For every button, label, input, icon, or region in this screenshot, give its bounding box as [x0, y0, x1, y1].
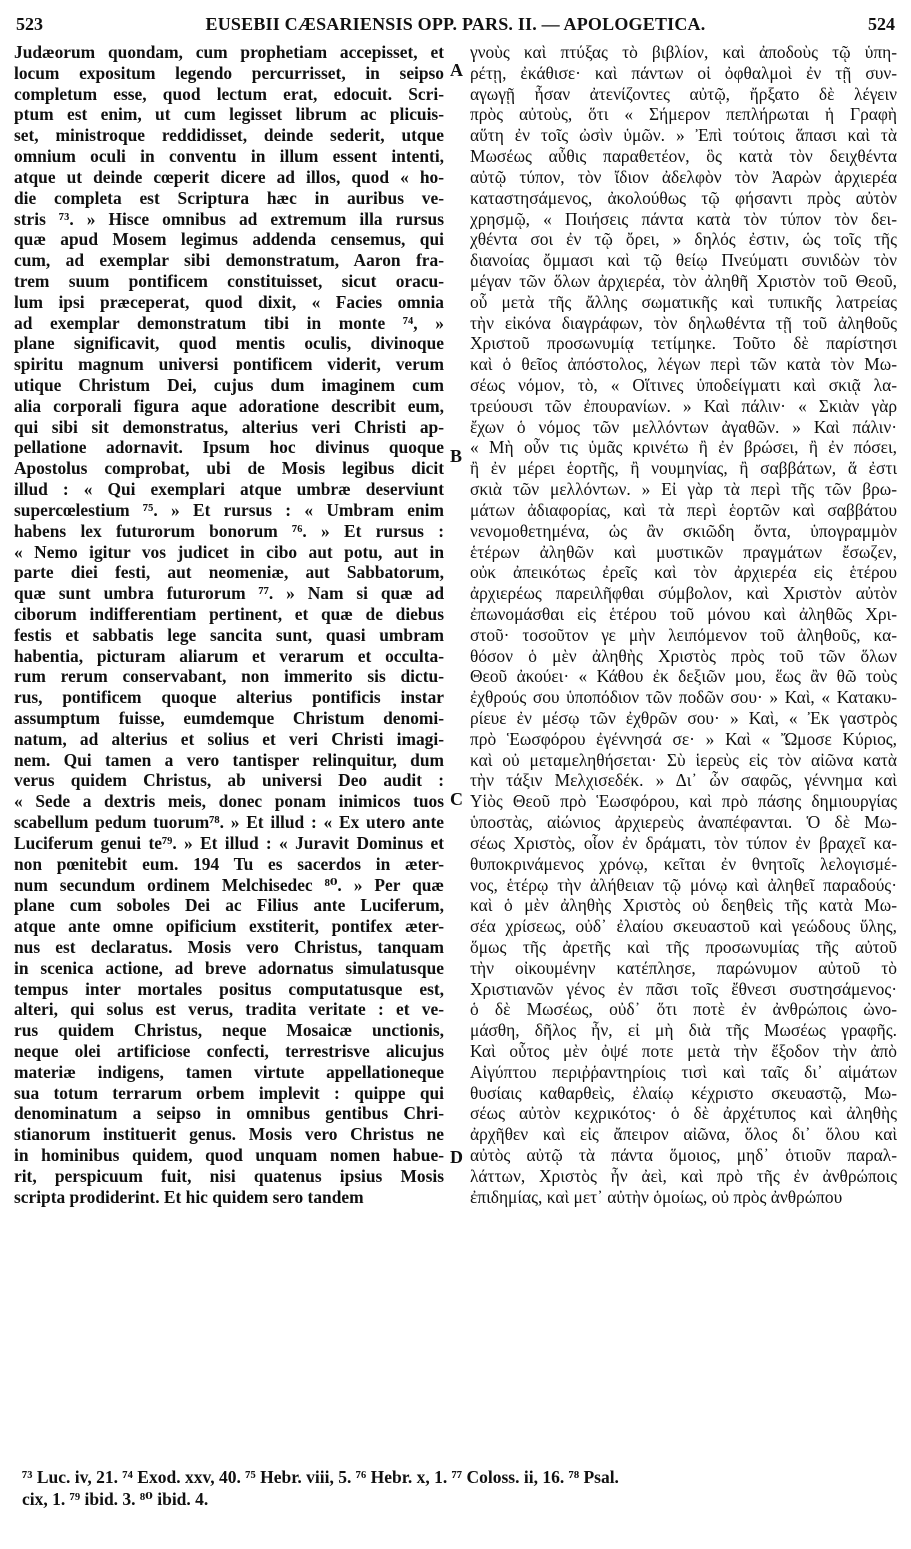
latin-text-line: alia corporali figura aque adoratione describit eum,	[14, 395, 444, 416]
greek-text-line: ἐπωνομάσθαι εἰς ἑτέρου τοῦ μόνου καὶ ἀληθῶς Χρι-	[470, 603, 897, 624]
greek-text-line: Θεοῦ ἀκούει· « Κάθου ἐκ δεξιῶν μου, ἕως ἂν θῶ τοὺς	[470, 666, 897, 687]
greek-text-line: λάττων, Χριστὸς ἦν ἀεὶ, καὶ πρὸ τῆς ἐν ἀνθρώποις	[470, 1165, 897, 1186]
greek-text-line: Υἱὸς Θεοῦ πρὸ Ἑωσφόρου, καὶ πρὸ πάσης δημιουργίας	[470, 791, 897, 812]
greek-text-line: αὐτὸς αὐτῷ τὰ πάντα ὅμοιος, μηδ᾽ ὁτιοῦν παραλ-	[470, 1145, 897, 1166]
greek-text-line: γνοὺς καὶ πτύξας τὸ βιβλίον, καὶ ἀποδοὺς τῷ ὑπη-	[470, 42, 897, 62]
greek-text-line: τὴν οἰκουμένην κατέπλησε, παρώνυμον αὐτοῦ τὸ	[470, 957, 897, 978]
margin-gutter	[444, 42, 470, 1208]
latin-text-line: stianorum instituerit genus. Mosis vero Christus ne	[14, 1124, 444, 1145]
latin-text-line: quæ sunt umbra futurorum ⁷⁷. » Nam si quæ ad	[14, 583, 444, 604]
latin-text-line: neque olei artificiose confecti, terrestrisve alicujus	[14, 1041, 444, 1061]
latin-text-line: assumptum fuisse, eumdemque Christum denomi-	[14, 708, 444, 728]
running-title: EUSEBII CÆSARIENSIS OPP. PARS. II. — APOLOGETICA.	[205, 14, 706, 34]
latin-text-line: lum ipsi præceperat, quod dixit, « Facies omnia	[14, 291, 444, 312]
greek-text-line: πρὸ Ἑωσφόρου ἐγέννησά σε· » Καὶ « Ὤμοσε Κύριος,	[470, 728, 897, 749]
latin-text-line: atque ante omne opificium exstiterit, pontifex æter-	[14, 916, 444, 937]
latin-text-line: habens lex futurorum bonorum ⁷⁶. » Et rursus :	[14, 520, 444, 541]
latin-text-line: supercœlestium ⁷⁵. » Et rursus : « Umbram enim	[14, 499, 444, 520]
latin-text-line: rus quidem Christus, neque Mosaicæ unctionis,	[14, 1020, 444, 1041]
greek-text-line: ὑποστὰς, αἰώνιος ἀρχιερεὺς ἀναπέφανται. Ὁ δὲ Μω-	[470, 812, 897, 833]
greek-text-line: σέως νόμον, τὸ, « Οἵτινες ὑποδείγματι καὶ σκιᾷ λα-	[470, 375, 897, 395]
greek-text-line: μάσθη, δῆλος ἦν, εἰ μὴ διὰ τῆς Μωσέως γραφῆς.	[470, 1020, 897, 1041]
greek-text-line: τρεύουσι τῶν ἐπουρανίων. » Καὶ πάλιν· « Σκιὰν γὰρ	[470, 395, 897, 416]
greek-text-line: « Μὴ οὖν τις ὑμᾶς κρινέτω ἢ ἐν βρώσει, ἢ ἐν πόσει,	[470, 437, 897, 458]
greek-text-line: νενομοθετημένα, ὡς ἂν σκιῶδη ὄντα, ὑπογραμμὸν	[470, 520, 897, 541]
text-columns	[14, 42, 897, 1208]
latin-text-line: pellatione adornavit. Ipsum hoc divinus quoque	[14, 437, 444, 458]
greek-text-line: ἑτέρων ἀληθῶν καὶ μυστικῶν πραγμάτων ἔσωζεν,	[470, 541, 897, 562]
latin-text-line: spiritu magnum universi pontificem viderit, verum	[14, 354, 444, 375]
greek-text-line: σέως Χριστὸς, οἷον ἐν δράματι, τὸν τύπον ἐν βραχεῖ κα-	[470, 832, 897, 853]
latin-text-line: sua totum terrarum orbem implevit : quippe qui	[14, 1082, 444, 1103]
latin-text-line: ad exemplar demonstratum tibi in monte ⁷⁴, »	[14, 312, 444, 333]
latin-text-line: rit, perspicuum fuit, nisi quatenus ipsius Mosis	[14, 1165, 444, 1186]
latin-text-line: non pœnitebit eum. 194 Tu es sacerdos in æter-	[14, 853, 444, 874]
greek-text-line: μάτων ἀδιαφορίας, καὶ τὰ περὶ ἑορτῶν καὶ σαββάτου	[470, 499, 897, 520]
greek-text-line: σκιὰ τῶν μελλόντων. » Εἰ γὰρ τὰ περὶ τῆς τῶν βρω-	[470, 479, 897, 500]
latin-text-line: completum esse, quod lectum erat, edocuit. Scri-	[14, 83, 444, 104]
latin-text-line: num secundum ordinem Melchisedec ⁸⁰. » Per quæ	[14, 874, 444, 895]
greek-text-line: θόσον ὁ μὲν ἀληθὴς Χριστὸς πρὸς τοῦ τῶν ὅλων	[470, 645, 897, 666]
latin-text-line: denominatum a seipso in omnibus gentibus Chri-	[14, 1103, 444, 1124]
latin-text-line: quæ apud Mosem legimus addenda censemus, qui	[14, 229, 444, 250]
margin-marker-d: D	[450, 1147, 463, 1167]
latin-text-line: tempus inter mortales positus computatusque est,	[14, 978, 444, 999]
latin-text-line: habentia, picturam aliarum et verarum et occulta-	[14, 645, 444, 666]
greek-text-line: διανοίας ὄμμασι καὶ τῷ θείῳ Πνεύματι συνιδὼν τὸν	[470, 250, 897, 271]
latin-text-line: rus, pontificem quoque alterius pontificis instar	[14, 687, 444, 708]
greek-text-line: σέως αὐτὸν κεχρικότος· ὁ δὲ ἀρχέτυπος καὶ ἀληθὴς	[470, 1103, 897, 1124]
running-header	[14, 14, 897, 38]
footnotes	[22, 1466, 902, 1510]
latin-text-line: Judæorum quondam, cum prophetiam accepisset, et	[14, 42, 444, 62]
greek-text-line: καὶ οὐ μεταμεληθήσεται· Σὺ ἱερεὺς εἰς τὸν αἰῶνα κατὰ	[470, 749, 897, 770]
latin-text-line: festis et sabbatis lege sancita sunt, quasi umbram	[14, 624, 444, 645]
latin-text-line: in scenica actione, ad breve adornatus simulatusque	[14, 957, 444, 978]
greek-text-line: Μωσέως αὖθις παραθετέον, ὃς κατὰ τὸν δειχθέντα	[470, 146, 897, 167]
latin-text-line: « Sede a dextris meis, donec ponam inimicos tuos	[14, 791, 444, 812]
latin-text-line: in hominibus quidem, quod unquam nomen habue-	[14, 1145, 444, 1166]
latin-text-line: Apostolus comprobat, ubi de Mosis legibus dicit	[14, 458, 444, 479]
greek-text-line: ἀρχῆθεν καὶ εἰς ἄπειρον αἰῶνα, ὅλος δι᾽ ὅλου καὶ	[470, 1124, 897, 1145]
greek-column	[470, 42, 897, 1208]
footnote-line: cix, 1. ⁷⁹ ibid. 3. ⁸⁰ ibid. 4.	[22, 1489, 209, 1509]
greek-text-line: Αἰγύπτου περιῤῥαντηρίοις τισὶ καὶ ταῖς δι᾽ αἱμάτων	[470, 1061, 897, 1082]
greek-text-line: αὕτη ἐν τοῖς ὠσὶν ὑμῶν. » Ἐπὶ τούτοις ἅπασι καὶ τὰ	[470, 125, 897, 146]
latin-text-line: atque ut deinde cœperit dicere ad illos, quod « ho-	[14, 166, 444, 187]
greek-text-line: ἀρχιερέως παρειλῆφθαι σύμβολον, καὶ Χριστὸν αὐτὸν	[470, 583, 897, 604]
greek-text-line: θυσίαις καθαρθεὶς, ἐλαίῳ κέχριστο σκευαστῷ, Μω-	[470, 1082, 897, 1103]
greek-text-line: πρὸς αὐτοὺς, ὅτι « Σήμερον πεπλήρωται ἡ Γραφὴ	[470, 104, 897, 125]
latin-text-line: « Nemo igitur vos judicet in cibo aut potu, aut in	[14, 541, 444, 562]
page-number-left: 523	[16, 14, 43, 34]
latin-text-line: illud : « Qui exemplari atque umbræ deserviunt	[14, 479, 444, 500]
latin-text-line: rum rerum conservabant, non immerito sis dictu-	[14, 666, 444, 687]
greek-text-line: αὐτῷ τύπον, τὸν ἴδιον ἀδελφὸν τὸν Ἀαρὼν ἀρχιερέα	[470, 166, 897, 187]
greek-text-line: ἐχθρούς σου ὑποπόδιον τῶν ποδῶν σου· » Καὶ, « Κατακυ-	[470, 687, 897, 708]
latin-text-line: plane cum soboles Dei ac Filius ante Luciferum,	[14, 895, 444, 916]
greek-text-line: μέγαν τῶν ὅλων ἀρχιερέα, τὸν ἀληθῆ Χριστὸν τοῦ Θεοῦ,	[470, 270, 897, 291]
greek-text-line: καὶ ὁ μὲν ἀληθὴς Χριστὸς οὐ δεηθεὶς τῆς κατὰ Μω-	[470, 895, 897, 916]
latin-text-line: utique Christum Dei, cujus dum imaginem cum	[14, 375, 444, 395]
page-number-right: 524	[868, 14, 895, 34]
greek-text-line: ἔχων ὁ νόμος τῶν μελλόντων ἀγαθῶν. » Καὶ πάλιν·	[470, 416, 897, 437]
latin-text-line: stris ⁷³. » Hisce omnibus ad extremum illa rursus	[14, 208, 444, 229]
greek-text-line: χθέντα σοι ἐν τῷ ὄρει, » δηλός ἐστιν, ὡς τοῖς τῆς	[470, 229, 897, 250]
greek-text-line: αγωγῇ ἦσαν ἀτενίζοντες αὐτῷ, ἤρξατο δὲ λέγειν	[470, 83, 897, 104]
greek-text-line: Χριστιανῶν γένος ἐν πᾶσι τοῖς ἔθνεσι συστησάμενος·	[470, 978, 897, 999]
latin-text-line: scabellum pedum tuorum⁷⁸. » Et illud : « Ex utero ante	[14, 812, 444, 833]
greek-text-line: οὗ μετὰ τῆς ἄλλης σωματικῆς καὶ τυπικῆς λατρείας	[470, 291, 897, 312]
latin-text-line: natum, ad alterius et solius et veri Christi imagi-	[14, 728, 444, 749]
greek-text-line: σέα χρίσεως, οὐδ᾽ ἐλαίου σκευαστοῦ καὶ γεώδους ὕλης,	[470, 916, 897, 937]
latin-text-line: verus quidem Christus, ab universi Deo audit :	[14, 770, 444, 791]
margin-marker-c: C	[450, 789, 463, 809]
greek-text-line: στοῦ· τοσοῦτον γε μὴν λειπόμενον τοῦ ἀληθοῦς, κα-	[470, 624, 897, 645]
greek-text-line: νος, ἑτέρῳ τὴν ἀλήθειαν τῷ μόνῳ καὶ ἀληθεῖ παραδούς·	[470, 874, 897, 895]
latin-text-line: ciborum indifferentiam pertinent, et quæ de diebus	[14, 603, 444, 624]
greek-text-line: καὶ ὁ θεῖος ἀπόστολος, λέγων περὶ τῶν κατὰ τὸν Μω-	[470, 354, 897, 375]
greek-text-line: Χριστοῦ προσωνυμίᾳ τετίμηκε. Τοῦτο δὲ παρίστησι	[470, 333, 897, 354]
greek-text-line: ρίευε ἐν μέσῳ τῶν ἐχθρῶν σου· » Καὶ, « Ἐκ γαστρὸς	[470, 708, 897, 728]
latin-text-line: omnium oculi in conventu in illum essent intenti,	[14, 146, 444, 167]
latin-text-line: nus est declaratus. Mosis vero Christus, tanquam	[14, 936, 444, 957]
margin-marker-b: B	[450, 446, 463, 466]
greek-text-line: ἐπιδημίας, καὶ μετ᾽ αὐτὴν ὁμοίως, οὐ πρὸς ἀνθρώπου	[470, 1186, 843, 1207]
latin-text-line: Luciferum genui te⁷⁹. » Et illud : « Juravit Dominus et	[14, 832, 444, 853]
latin-text-line: die completa est Scriptura hæc in auribus ve-	[14, 187, 444, 208]
latin-text-line: trem suum pontificem constituisset, sicut oracu-	[14, 270, 444, 291]
greek-text-line: χρησμῷ, « Ποιήσεις πάντα κατὰ τὸν τύπον τὸν δει-	[470, 208, 897, 229]
latin-text-line: alteri, qui solus est verus, tradita veritate : et ve-	[14, 999, 444, 1020]
greek-text-line: τὴν τάξιν Μελχισεδέκ. » Δι᾽ ὧν σαφῶς, γέννημα καὶ	[470, 770, 897, 791]
latin-text-line: ptum est enim, ut cum legisset librum ac plicuis-	[14, 104, 444, 125]
latin-text-line: nem. Qui tamen a vero tantisper relinquitur, dum	[14, 749, 444, 770]
footnote-line: ⁷³ Luc. iv, 21. ⁷⁴ Exod. xxv, 40. ⁷⁵ Hebr. viii, 5. ⁷⁶ Hebr. x, 1. ⁷⁷ Coloss. ii, 16. ⁷⁸ Psal.	[22, 1467, 619, 1487]
latin-text-line: cum, ad exemplar sibi demonstratum, Aaron fra-	[14, 250, 444, 271]
greek-text-line: ὅμως τῆς ἀρετῆς καὶ τῆς προσωνυμίας τῆς αὐτοῦ	[470, 936, 897, 957]
latin-text-line: locum expositum legendo percurrisset, in seipso	[14, 62, 444, 83]
latin-text-line: qui sibi sit demonstratus, alterius veri Christi ap-	[14, 416, 444, 437]
greek-text-line: τὴν εἰκόνα διαγράφων, τὸν δηλωθέντα τῇ τοῦ ἀληθοῦς	[470, 312, 897, 333]
latin-text-line: materiæ indigens, tamen virtute appellationeque	[14, 1061, 444, 1082]
latin-text-line: plane significavit, quod mentis oculis, divinoque	[14, 333, 444, 354]
greek-text-line: ἢ ἐν μέρει ἑορτῆς, ἢ νουμηνίας, ἢ σαββάτων, ἅ ἐστι	[470, 458, 897, 479]
greek-text-line: ρέτῃ, ἐκάθισε· καὶ πάντων οἱ ὀφθαλμοὶ ἐν τῇ συν-	[470, 62, 897, 83]
latin-text-line: set, ministroque reddidisset, deinde sederit, utque	[14, 125, 444, 146]
greek-text-line: οὐκ ἀπεικότως ἐρεῖς καὶ τὸν ἀρχιερέα εἰς ἑτέρου	[470, 562, 897, 583]
latin-text-line: scripta prodiderint. Et hic quidem sero tandem	[14, 1186, 364, 1207]
greek-text-line: ὁ δὲ Μωσέως, οὐδ᾽ ὅτι ποτὲ ἐν ἀνθρώποις ὠνο-	[470, 999, 897, 1020]
margin-marker-a: A	[450, 60, 463, 80]
greek-text-line: Καὶ οὗτος μὲν ὀψέ ποτε μετὰ τὴν ἔξοδον τὴν ἀπὸ	[470, 1041, 897, 1061]
latin-column	[14, 42, 444, 1208]
greek-text-line: θυποκρινάμενος χρόνῳ, κεῖται ἐν θνητοῖς λελογισμέ-	[470, 853, 897, 874]
greek-text-line: καταστησάμενος, ἀκολούθως τῷ φήσαντι πρὸς αὐτὸν	[470, 187, 897, 208]
latin-text-line: parte diei festi, aut neomeniæ, aut Sabbatorum,	[14, 562, 444, 583]
